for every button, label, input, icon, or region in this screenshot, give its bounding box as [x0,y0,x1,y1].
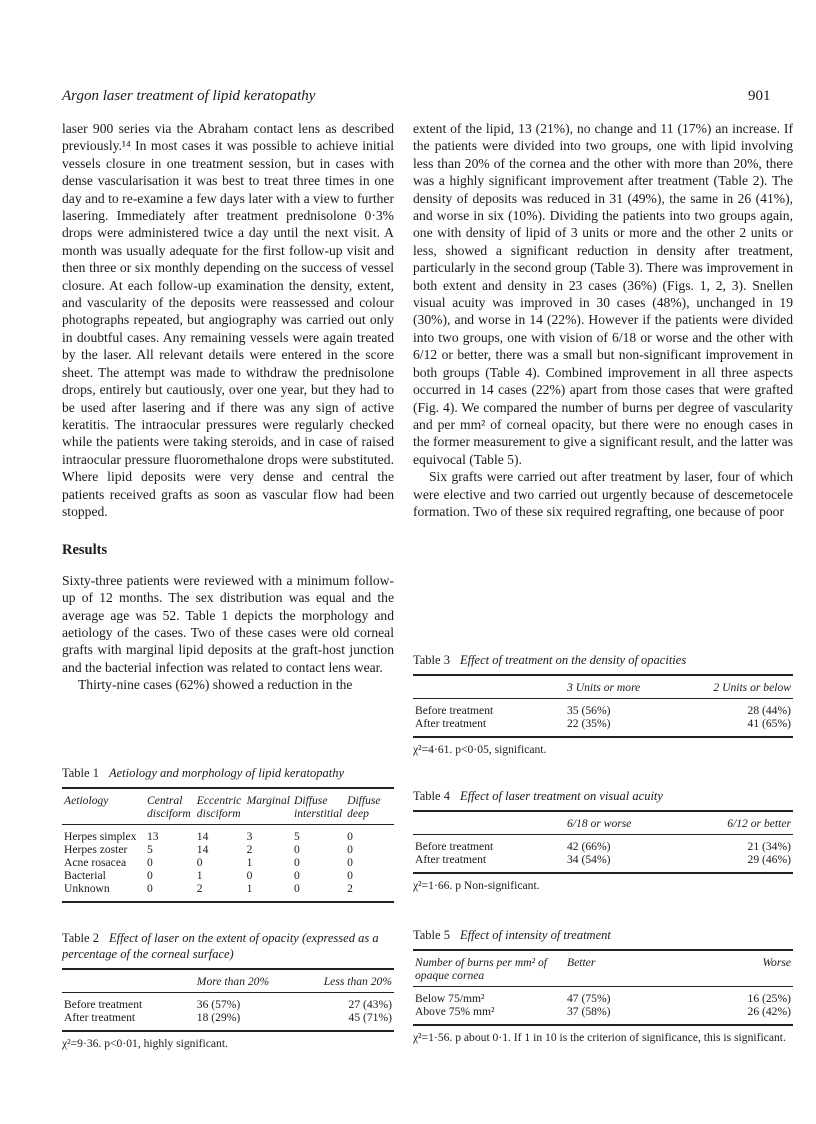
table-note: χ²=1·56. p about 0·1. If 1 in 10 is the criterion of significance, this is significant. [413,1031,786,1044]
table-cell: Unknown [64,882,110,895]
column-header: Eccentric disciform [195,788,245,825]
table-row [413,835,793,854]
table-cell: 3 [246,830,253,843]
table-cell: 18 (29%) [196,1011,241,1024]
column-header [413,811,565,835]
column-header: More than 20% [195,969,321,993]
table-cell: 35 (56%) [567,704,611,717]
table-cell: 28 (44%) [747,704,791,717]
column-header: Worse [709,950,793,987]
table-cell: Above 75% mm² [415,1005,495,1018]
table-row [413,853,793,873]
table-cell: 0 [293,869,300,882]
table-cell: 37 (58%) [567,1005,611,1018]
table-cell: 26 (42%) [747,1005,791,1018]
table-cell: Herpes simplex [64,830,137,843]
table-2 [62,930,394,1051]
table-cell: 1 [196,869,203,882]
column-header [413,675,565,699]
table-1 [62,765,394,903]
table-note: χ²=4·61. p<0·05, significant. [413,743,547,756]
table-cell: 5 [293,830,300,843]
table-cell: After treatment [64,1011,136,1024]
table-row [62,882,394,902]
table-cell: 36 (57%) [196,998,241,1011]
table-row [413,699,793,718]
table-row [62,1011,394,1031]
column-header: Less than 20% [321,969,394,993]
table-caption: Table 2 Effect of laser on the extent of opacity (expressed as a percentage of the corneal surface) [62,931,379,961]
table-row [62,993,394,1012]
table-cell: 14 [196,843,209,856]
table-cell: 13 [147,830,159,843]
table-caption: Table 4 Effect of laser treatment on visual acuity [413,789,663,803]
column-header: Central disciform [145,788,195,825]
right-column [413,120,793,520]
body-paragraph: extent of the lipid, 13 (21%), no change and 11 (17%) an increase. If the patients were divided into two groups, one with lipid involving less than 20% of the cornea and the other with more than 20%, there was a highly significant improvement after treatment (Table 2). The density of deposits was reduced in 31 (49%), the same in 26 (41%), and worse in six (10%). Dividing the patients into two groups again, one with density of lipid of 3 units or more and the other 2 units or less, showed a significant reduction in density after treatment, particularly in the second group (Table 3). There was improvement in both extent and density in 23 cases (36%) (Figs. 1, 2, 3). Snellen visual acuity was improved in 30 cases (48%), unchanged in 19 (30%), and worse in 14 (22%). However if the patients were divided into two groups, one with vision of 6/18 or worse and the other with 6/12 or better, there was a small but non-significant improvement in both groups (Table 4). Combined improvement in all three aspects occurred in 14 cases (22%) apart from those cases that were grafted (Fig. 4). We compared the number of burns per degree of vascularity and per mm² of corneal opacity, but there were no enough cases in the former measurement to give a significant result, and the latter was equivocal (Table 5). [413,121,793,467]
table-note: χ²=1·66. p Non-significant. [413,879,540,892]
table-cell: 29 (46%) [747,853,791,866]
table-cell: 0 [347,856,353,869]
table-cell: After treatment [415,717,487,730]
column-header: Aetiology [62,788,145,825]
column-header: Number of burns per mm² of opaque cornea [413,950,565,987]
table-caption: Table 5 Effect of intensity of treatment [413,928,611,942]
table-cell: 0 [293,882,300,895]
table-row [62,843,394,856]
table-cell: Before treatment [415,840,494,853]
table-row [413,987,793,1006]
table-cell: 2 [246,843,253,856]
table-row [413,717,793,737]
column-header: 3 Units or more [565,675,709,699]
table-cell: 22 (35%) [567,717,611,730]
table-cell: Below 75/mm² [415,992,485,1005]
column-header: Better [565,950,709,987]
section-heading-results: Results [62,542,108,559]
table-cell: 5 [147,843,153,856]
table-cell: 0 [293,843,300,856]
body-paragraph: Sixty-three patients were reviewed with a minimum follow-up of 12 months. The sex distribution was equal and the average age was 52. Table 1 depicts the morphology and aetiology of the cases. Two of these cases were old corneal grafts with marginal lipid deposits at the graft-host junction and the bacterial infection was related to contact lens wear. [62,572,394,675]
table-5 [413,927,793,1045]
column-header: 6/12 or better [709,811,793,835]
table-cell: 0 [347,830,353,843]
table-caption: Table 1 Aetiology and morphology of lipid keratopathy [62,766,345,780]
table-cell: 21 (34%) [747,840,791,853]
body-paragraph: Thirty-nine cases (62%) showed a reduction in the [78,677,353,693]
table-cell: 0 [246,869,253,882]
table-caption: Table 3 Effect of treatment on the density of opacities [413,653,687,667]
page-number: 901 [748,88,771,104]
table-cell: 0 [147,856,153,869]
table-row [413,1005,793,1025]
column-header: 6/18 or worse [565,811,709,835]
table-cell: 47 (75%) [567,992,611,1005]
left-column [62,120,394,694]
column-header: Diffuse deep [345,788,394,825]
body-paragraph: laser 900 series via the Abraham contact lens as described previously.¹⁴ In most cases it was possible to achieve initial vessels closure in one treatment session, but in cases with dense vascularisation it was best to treat three times in one day and to re-examine a few days later with a view to further lasering. Immediately after treatment prednisolone 0·3% drops were administered twice a day until the next visit. A month was usually adequate for the first follow-up visit and then three or six monthly depending on the success of vessel closure. At each follow-up examination the density, extent, and vascularity of the deposits were reassessed and colour photographs repeated, but angiography was carried out only in doubtful cases. Any remaining vessels were again treated by the laser. All relevant details were entered in the score sheet. The attempt was made to withdraw the prednisolone drops, entirely but cautiously, over one year, but they had to be used after lasering and if there was any sign of active keratitis. The intraocular pressures were regularly checked while the patients were taking steroids, and in case of raised intraocular pressure fluoromethalone drops were substituted. Where lipid deposits were very dense and central the patients received grafts as soon as vascular flow had been stopped. [62,121,394,519]
table-note: χ²=9·36. p<0·01, highly significant. [62,1037,228,1050]
table-row [62,856,394,869]
table-cell: 0 [347,869,353,882]
table-cell: 34 (54%) [567,853,611,866]
table-cell: 0 [196,856,203,869]
table-cell: Bacterial [64,869,106,882]
column-header: Diffuse interstitial [292,788,345,825]
table-cell: 0 [147,869,153,882]
table-cell: 42 (66%) [567,840,611,853]
table-cell: 2 [347,882,353,895]
table-cell: 45 (71%) [348,1011,392,1024]
table-cell: Before treatment [64,998,143,1011]
column-header: Marginal [245,788,292,825]
table-cell: 1 [246,882,253,895]
table-cell: 27 (43%) [348,998,392,1011]
table-4 [413,788,793,893]
column-header [62,969,195,993]
table-cell: 0 [347,843,353,856]
table-cell: Herpes zoster [64,843,128,856]
table-cell: 0 [147,882,153,895]
table-row [62,825,394,844]
column-header: 2 Units or below [709,675,793,699]
table-3 [413,652,793,757]
running-title: Argon laser treatment of lipid keratopathy [62,88,316,104]
table-cell: 0 [293,856,300,869]
table-cell: After treatment [415,853,487,866]
table-cell: Acne rosacea [64,856,127,869]
table-cell: 2 [196,882,203,895]
body-paragraph: Six grafts were carried out after treatment by laser, four of which were elective and two carried out urgently because of descemetocele formation. Two of these six required regrafting, one because of poor [413,469,793,519]
table-cell: 1 [246,856,253,869]
table-cell: 14 [196,830,209,843]
table-cell: 41 (65%) [747,717,791,730]
table-row [62,869,394,882]
table-cell: Before treatment [415,704,494,717]
table-cell: 16 (25%) [747,992,791,1005]
